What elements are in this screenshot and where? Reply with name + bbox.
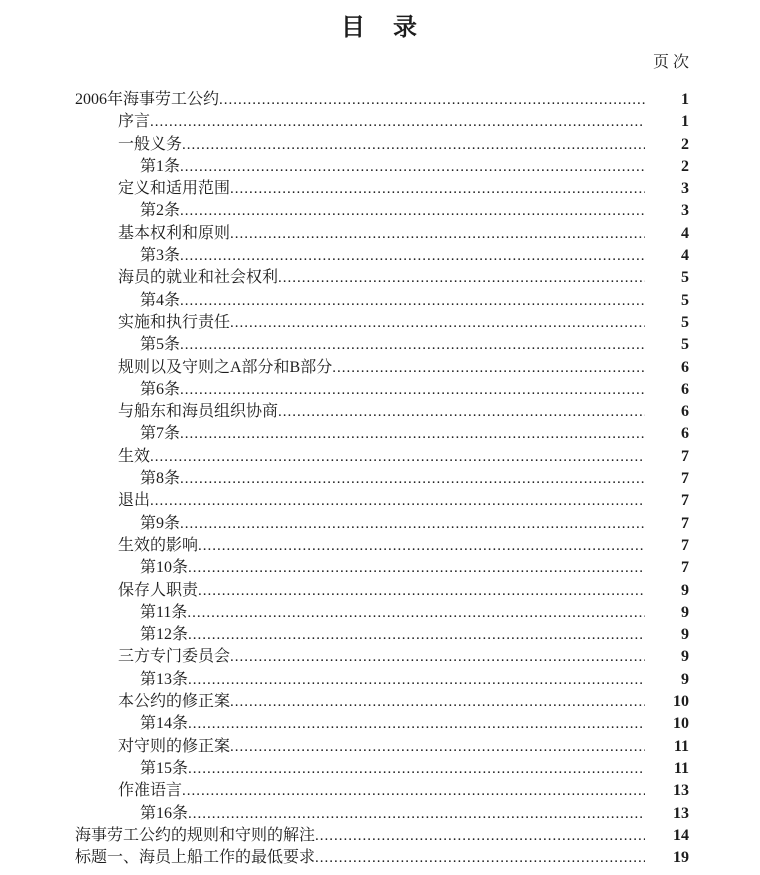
toc-entry-page: 6 (681, 358, 689, 376)
dot-leader (278, 403, 645, 421)
toc-entry-page: 19 (673, 849, 689, 867)
dot-leader (180, 202, 645, 220)
toc-entry[interactable] (75, 577, 689, 599)
toc-entry-label: 第16条 (140, 804, 189, 822)
toc-entry-label: 保存人职责 (118, 581, 199, 599)
toc-entry[interactable] (75, 287, 689, 309)
toc-entry-page: 2 (681, 157, 689, 175)
toc-entry[interactable] (75, 153, 689, 175)
toc-entry[interactable] (75, 822, 689, 844)
toc-entry-label: 第1条 (140, 157, 181, 175)
toc-entry-page: 5 (681, 269, 689, 287)
dot-leader (150, 113, 645, 131)
dot-leader (180, 292, 645, 310)
toc-entry-page: 5 (681, 291, 689, 309)
toc-entry-page: 9 (681, 648, 689, 666)
dot-leader (198, 582, 645, 600)
toc-entry-label: 2006年海事劳工公约 (75, 91, 220, 108)
toc-entry[interactable] (75, 777, 689, 799)
toc-entry-page: 7 (681, 559, 689, 577)
toc-entry[interactable] (75, 844, 689, 866)
toc-entry-page: 9 (681, 581, 689, 599)
toc-entry[interactable] (75, 465, 689, 487)
dot-leader (315, 849, 645, 867)
dot-leader (188, 715, 645, 733)
toc-entry-page: 6 (681, 380, 689, 398)
dot-leader (182, 782, 645, 800)
dot-leader (188, 671, 645, 689)
toc-entry-label: 第10条 (140, 559, 189, 577)
dot-leader (219, 91, 645, 109)
toc-entry[interactable] (75, 755, 689, 777)
toc-entry[interactable] (75, 621, 689, 643)
toc-entry[interactable] (75, 354, 689, 376)
toc-entry[interactable] (75, 554, 689, 576)
toc-entry-page: 10 (673, 693, 689, 711)
toc-entry-label: 一般义务 (118, 135, 183, 153)
dot-leader (182, 136, 645, 154)
toc-entry-page: 9 (681, 626, 689, 644)
dot-leader (278, 269, 645, 287)
toc-entry-label: 退出 (118, 492, 151, 510)
toc-entry[interactable] (75, 510, 689, 532)
toc-entry[interactable] (75, 376, 689, 398)
dot-leader (315, 827, 645, 845)
dot-leader (180, 515, 645, 533)
dot-leader (188, 626, 645, 644)
toc-entry-label: 第14条 (140, 715, 189, 733)
toc-entry[interactable] (75, 220, 689, 242)
toc-entry-label: 实施和执行责任 (118, 313, 231, 331)
toc-entry[interactable] (75, 643, 689, 665)
toc-entry-label: 三方专门委员会 (118, 648, 231, 666)
toc-entry[interactable] (75, 733, 689, 755)
toc-entry-label: 生效的影响 (118, 536, 199, 554)
dot-leader (230, 314, 645, 332)
toc-entry-label: 第13条 (140, 670, 189, 688)
toc-entry-page: 11 (673, 737, 689, 755)
toc-entry-page: 7 (681, 514, 689, 532)
toc-entry-page: 3 (681, 202, 689, 220)
toc-entry-page: 7 (681, 470, 689, 488)
toc-entry-label: 第7条 (140, 425, 181, 443)
toc-entry-label: 第9条 (140, 514, 181, 532)
toc-entry-page: 6 (681, 425, 689, 443)
toc-entry-label: 作准语言 (118, 782, 183, 800)
toc-entry-label: 第11条 (140, 603, 188, 621)
toc-entry[interactable] (75, 532, 689, 554)
dot-leader (150, 492, 645, 510)
toc-entry[interactable] (75, 197, 689, 219)
toc-entry[interactable] (75, 398, 689, 420)
toc-entry-page: 5 (681, 336, 689, 354)
toc-entry-label: 第8条 (140, 470, 181, 488)
dot-leader (180, 336, 645, 354)
toc-entry-page: 1 (681, 113, 689, 131)
toc-entry-label: 第5条 (140, 336, 181, 354)
toc-entry-page: 5 (681, 313, 689, 331)
toc-entry-page: 7 (681, 447, 689, 465)
dot-leader (230, 648, 645, 666)
toc-entry[interactable] (75, 443, 689, 465)
toc-entry-page: 10 (673, 715, 689, 733)
toc-entry-page: 14 (673, 826, 689, 844)
dot-leader (188, 559, 645, 577)
toc-entry-label: 海员的就业和社会权利 (118, 269, 279, 287)
page-number-column-header: 页次 (652, 54, 693, 71)
toc-entry-label: 与船东和海员组织协商 (118, 403, 279, 421)
toc-entry-label: 定义和适用范围 (118, 180, 231, 198)
dot-leader (230, 180, 645, 198)
dot-leader (180, 425, 645, 443)
toc-content (75, 53, 693, 867)
toc-entry[interactable] (75, 331, 689, 353)
toc-entry-label: 标题一、海员上船工作的最低要求 (75, 849, 316, 867)
dot-leader (230, 225, 645, 243)
toc-entry-page: 9 (681, 603, 689, 621)
dot-leader (230, 693, 645, 711)
toc-entry-page: 13 (673, 782, 689, 800)
toc-entry[interactable] (75, 309, 689, 331)
toc-entry[interactable] (75, 175, 689, 197)
dot-leader (180, 247, 645, 265)
toc-entry[interactable] (75, 666, 689, 688)
toc-entry-label: 规则以及守则之A部分和B部分 (118, 358, 333, 376)
toc-entry-page: 2 (681, 135, 689, 153)
toc-entry-label: 生效 (118, 447, 151, 465)
page-title: 目 录 (341, 15, 419, 41)
toc-entry[interactable] (75, 710, 689, 732)
dot-leader (188, 760, 645, 778)
dot-leader (230, 738, 645, 756)
toc-entry[interactable] (75, 264, 689, 286)
toc-entry[interactable] (75, 86, 689, 108)
dot-leader (187, 604, 645, 622)
toc-entry-label: 本公约的修正案 (118, 693, 231, 711)
toc-list (75, 86, 689, 866)
toc-entry-page: 1 (681, 91, 689, 108)
toc-entry-label: 对守则的修正案 (118, 737, 231, 755)
dot-leader (180, 158, 645, 176)
toc-entry-page: 11 (673, 759, 689, 777)
toc-entry-page: 4 (681, 247, 689, 265)
toc-entry-page: 3 (681, 180, 689, 198)
toc-entry-label: 第4条 (140, 291, 181, 309)
dot-leader (188, 805, 645, 823)
toc-entry[interactable] (75, 487, 689, 509)
dot-leader (180, 470, 645, 488)
toc-entry[interactable] (75, 599, 689, 621)
toc-entry[interactable] (75, 420, 689, 442)
dot-leader (198, 537, 645, 555)
toc-entry-label: 基本权利和原则 (118, 224, 231, 242)
toc-entry-label: 海事劳工公约的规则和守则的解注 (75, 826, 316, 844)
toc-entry[interactable] (75, 800, 689, 822)
dot-leader (150, 448, 645, 466)
toc-entry-label: 序言 (118, 113, 151, 131)
toc-entry-label: 第2条 (140, 202, 181, 220)
toc-entry[interactable] (75, 131, 689, 153)
dot-leader (332, 359, 645, 377)
toc-entry-label: 第15条 (140, 759, 189, 777)
toc-entry[interactable] (75, 688, 689, 710)
toc-entry-page: 13 (673, 804, 689, 822)
toc-entry-page: 7 (681, 536, 689, 554)
toc-entry[interactable] (75, 242, 689, 264)
toc-entry-label: 第3条 (140, 247, 181, 265)
toc-entry-label: 第12条 (140, 626, 189, 644)
toc-entry-page: 4 (681, 224, 689, 242)
dot-leader (180, 381, 645, 399)
toc-entry-page: 7 (681, 492, 689, 510)
toc-entry-page: 6 (681, 403, 689, 421)
toc-entry-page: 9 (681, 670, 689, 688)
toc-entry-label: 第6条 (140, 380, 181, 398)
toc-entry[interactable] (75, 108, 689, 130)
